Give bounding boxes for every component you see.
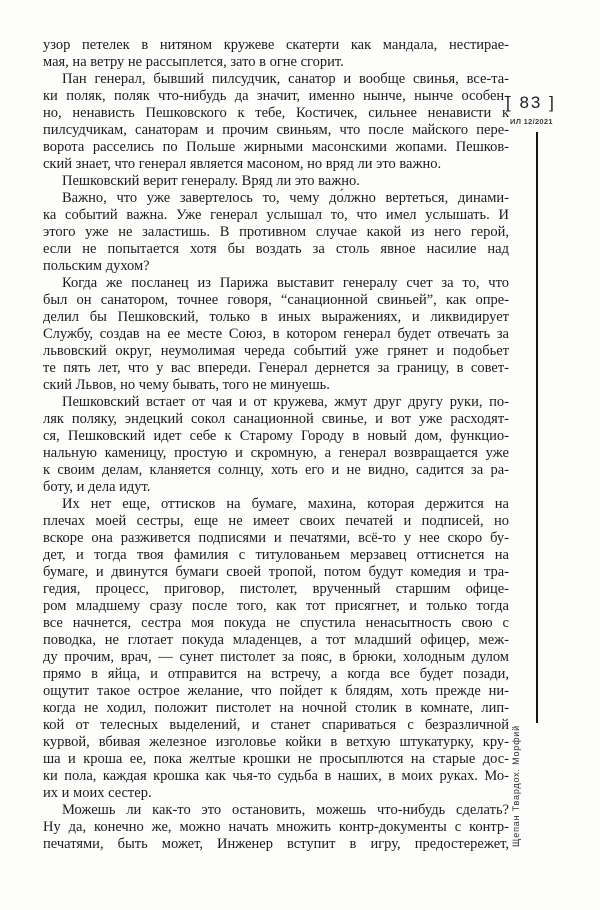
text-line: Пешковский верит генералу. Вряд ли это важно. [62, 173, 360, 189]
margin-rule [536, 132, 538, 723]
text-line: Службу, создав на ее месте Союз, в котором генерал будет отвечать за [43, 326, 509, 342]
text-line: ся, Пешковский идет себе к Старому Городу в новый дом, функцио- [43, 428, 509, 444]
text-line: этого уже не заластишь. В противном случае какой из него герой, [43, 224, 509, 240]
text-line: все начнется, сестра моя покуда не спустила ненасытность свою с [43, 615, 509, 631]
text-line: нальную каменицу, простую и скромную, а генерал возвращается уже [43, 445, 509, 461]
text-line: Их нет еще, оттисков на бумаге, махина, которая держится на [62, 496, 509, 512]
text-line: печатями, быть может, Инженер вступит в игру, предостережет, [43, 836, 509, 852]
text-line: ром младшему сразу после того, как тот присягнет, и только тогда [43, 598, 509, 614]
text-line: ощутит такое острое желание, что пойдет к блядям, хоть прежде ни- [43, 683, 509, 699]
text-line: был он санатором, точнее говоря, “санационной свиньей”, как опре- [43, 292, 509, 308]
text-line: гедия, процесс, приговор, пистолет, врученный старшим офице- [43, 581, 509, 597]
text-line: Можешь ли как-то это остановить, можешь что-нибудь сделать? [62, 802, 509, 818]
text-line: мая, на ветру не рассыплется, зато в огне сгорит. [43, 54, 344, 70]
page-number-badge: [ 83 ] [506, 93, 556, 112]
text-line: Пешковский встает от чая и от кружева, жмут друг другу руки, по- [62, 394, 509, 410]
text-line: польским духом? [43, 258, 150, 274]
text-line: вскоре она разживется подписями и печатями, всё-то у нее скоро бу- [43, 530, 509, 546]
text-line: прямо в яйца, и отправится на встречу, а когда все будет позади, [43, 666, 509, 682]
text-line: узор петелек в нитяном кружеве скатерти как мандала, нестирае- [43, 37, 509, 53]
text-line: пилсудчикам, санаторам и прочим свиньям, что после майского пере- [43, 122, 509, 138]
journal-issue-label: ИЛ 12/2021 [510, 117, 553, 126]
text-line: те пять лет, что у вас впереди. Генерал дернется за границу, в совет- [43, 360, 509, 376]
text-line: ка событий важна. Уже генерал услышал то, что имел услышать. И [43, 207, 509, 223]
running-title: Щепан Твардох. Морфий [511, 725, 521, 847]
text-line: но, ненависть Пешковского к тебе, Костичек, сильнее ненависти к [43, 105, 509, 121]
text-line: ки пола, каждая крошка как чья-то судьба в наших, в моих руках. Мо- [43, 768, 509, 784]
text-line: бумаге, и двинутся бумаги своей тропой, потом будут комедия и тра- [43, 564, 509, 580]
text-line: Пан генерал, бывший пилсудчик, санатор и вообще свинья, все-та- [62, 71, 509, 87]
text-line: ки поляк, поляк что-нибудь да значит, именно нынче, нынче особен- [43, 88, 509, 104]
text-line: ду прочим, врач, — сунет пистолет за пояс, в брюки, холодным дулом [43, 649, 509, 665]
text-line: курвой, вбивая железное изголовье койки в ветхую штукатурку, кру- [43, 734, 509, 750]
text-line: львовский округ, неумолимая череда событий уже грянет и подобьет [43, 343, 509, 359]
text-line: ский Львов, но чему бывать, того не минуешь. [43, 377, 330, 393]
text-line: ляк поляку, эндецкий сокол санационной свинье, и вот уже расходят- [43, 411, 509, 427]
text-line: кой от телесных выделений, и станет спариваться с безразличной [43, 717, 509, 733]
text-line: поводка, не глотает покуда младенцев, а тот младший офицер, меж- [43, 632, 509, 648]
text-line: делил бы Пешковский, только в иных выражениях, и ликвидирует [43, 309, 509, 325]
text-line: если не попытается хотя бы воздать за столь явное насилие над [43, 241, 509, 257]
text-line: когда не ходил, положит пистолет на ночной столик в комнате, лип- [43, 700, 509, 716]
text-line: боту, и дела идут. [43, 479, 151, 495]
text-line: дет, и тогда твоя фамилия с титулованьем мерзавец оттиснется на [43, 547, 509, 563]
text-line: ворота расселись по Польше жирными масонскими жопами. Пешков- [43, 139, 509, 155]
text-line: к своим делам, кланяется солнцу, хоть его и не видно, садится за ра- [43, 462, 509, 478]
body-text [43, 37, 509, 853]
text-line: Когда же посланец из Парижа выставит генералу счет за то, что [62, 275, 509, 291]
text-line: ша и кроша ее, пока желтые крошки не просыплются на старые дос- [43, 751, 509, 767]
text-line: ский знает, что генерал является масоном, но вряд ли это важно. [43, 156, 442, 172]
text-line: их и моих сестер. [43, 785, 152, 801]
text-line: Ну да, конечно же, можно начать множить контр-документы с контр- [43, 819, 509, 835]
text-line: Важно, что уже завертелось то, чему до́лжно вертеться, динами- [62, 190, 509, 206]
text-line: плечах моей сестры, еще не имеет своих печатей и подписей, но [43, 513, 509, 529]
